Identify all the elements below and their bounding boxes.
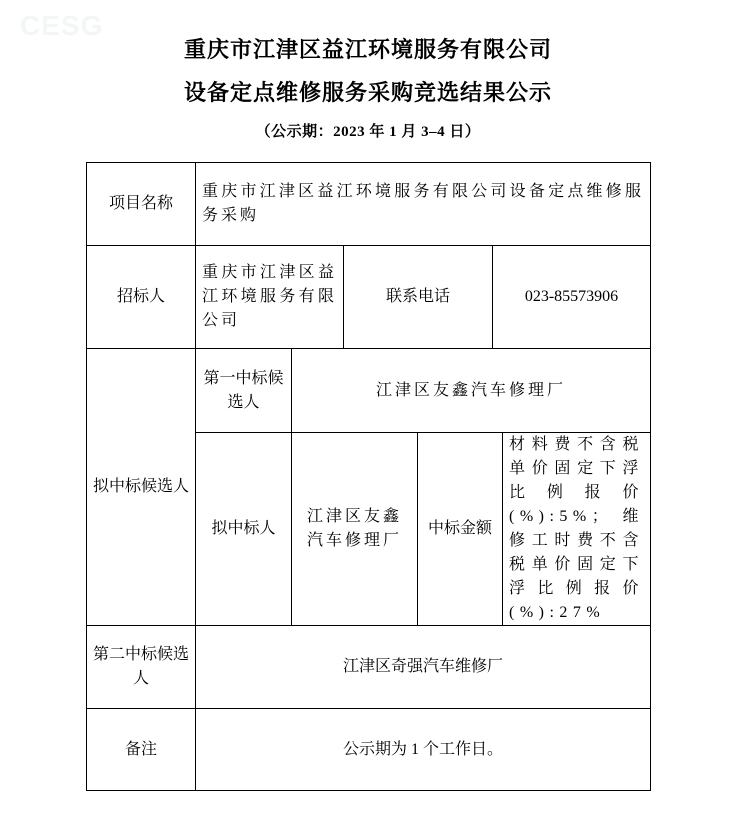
doc-title-line1: 重庆市江津区益江环境服务有限公司: [183, 37, 552, 62]
second-candidate-value: 江津区奇强汽车维修厂: [196, 626, 651, 709]
proposed-winner-value: 江津区友鑫汽车修理厂: [292, 433, 418, 626]
proposed-winner-label: 拟中标人: [196, 433, 292, 626]
project-name-value: 重庆市江津区益江环境服务有限公司设备定点维修服务采购: [196, 163, 651, 246]
contact-phone-label: 联系电话: [344, 246, 493, 349]
award-amount-label: 中标金额: [418, 433, 503, 626]
tenderer-value: 重庆市江津区益江环境服务有限公司: [196, 246, 344, 349]
remark-value: 公示期为 1 个工作日。: [196, 709, 651, 791]
doc-title-line2: 设备定点维修服务采购竞选结果公示: [183, 80, 552, 105]
first-candidate-value: 江津区友鑫汽车修理厂: [292, 349, 651, 433]
award-amount-value: 材料费不含税单价固定下浮比例报价(%):5%；维修工时费不含税单价固定下浮比例报价(%):27%: [503, 433, 651, 626]
project-name-label: 项目名称: [87, 163, 196, 246]
cesg-watermark: CESG: [20, 10, 104, 41]
candidates-section-label: 拟中标候选人: [87, 349, 196, 626]
contact-phone-value: 023-85573906: [493, 246, 651, 349]
doc-subtitle-publicity-period: （公示期：2023 年 1 月 3–4 日）: [255, 124, 481, 140]
document-header: [86, 28, 650, 143]
tenderer-label: 招标人: [87, 246, 196, 349]
first-candidate-label: 第一中标候选人: [196, 349, 292, 433]
announcement-table: [86, 162, 651, 791]
second-candidate-label: 第二中标候选人: [87, 626, 196, 709]
remark-label: 备注: [87, 709, 196, 791]
